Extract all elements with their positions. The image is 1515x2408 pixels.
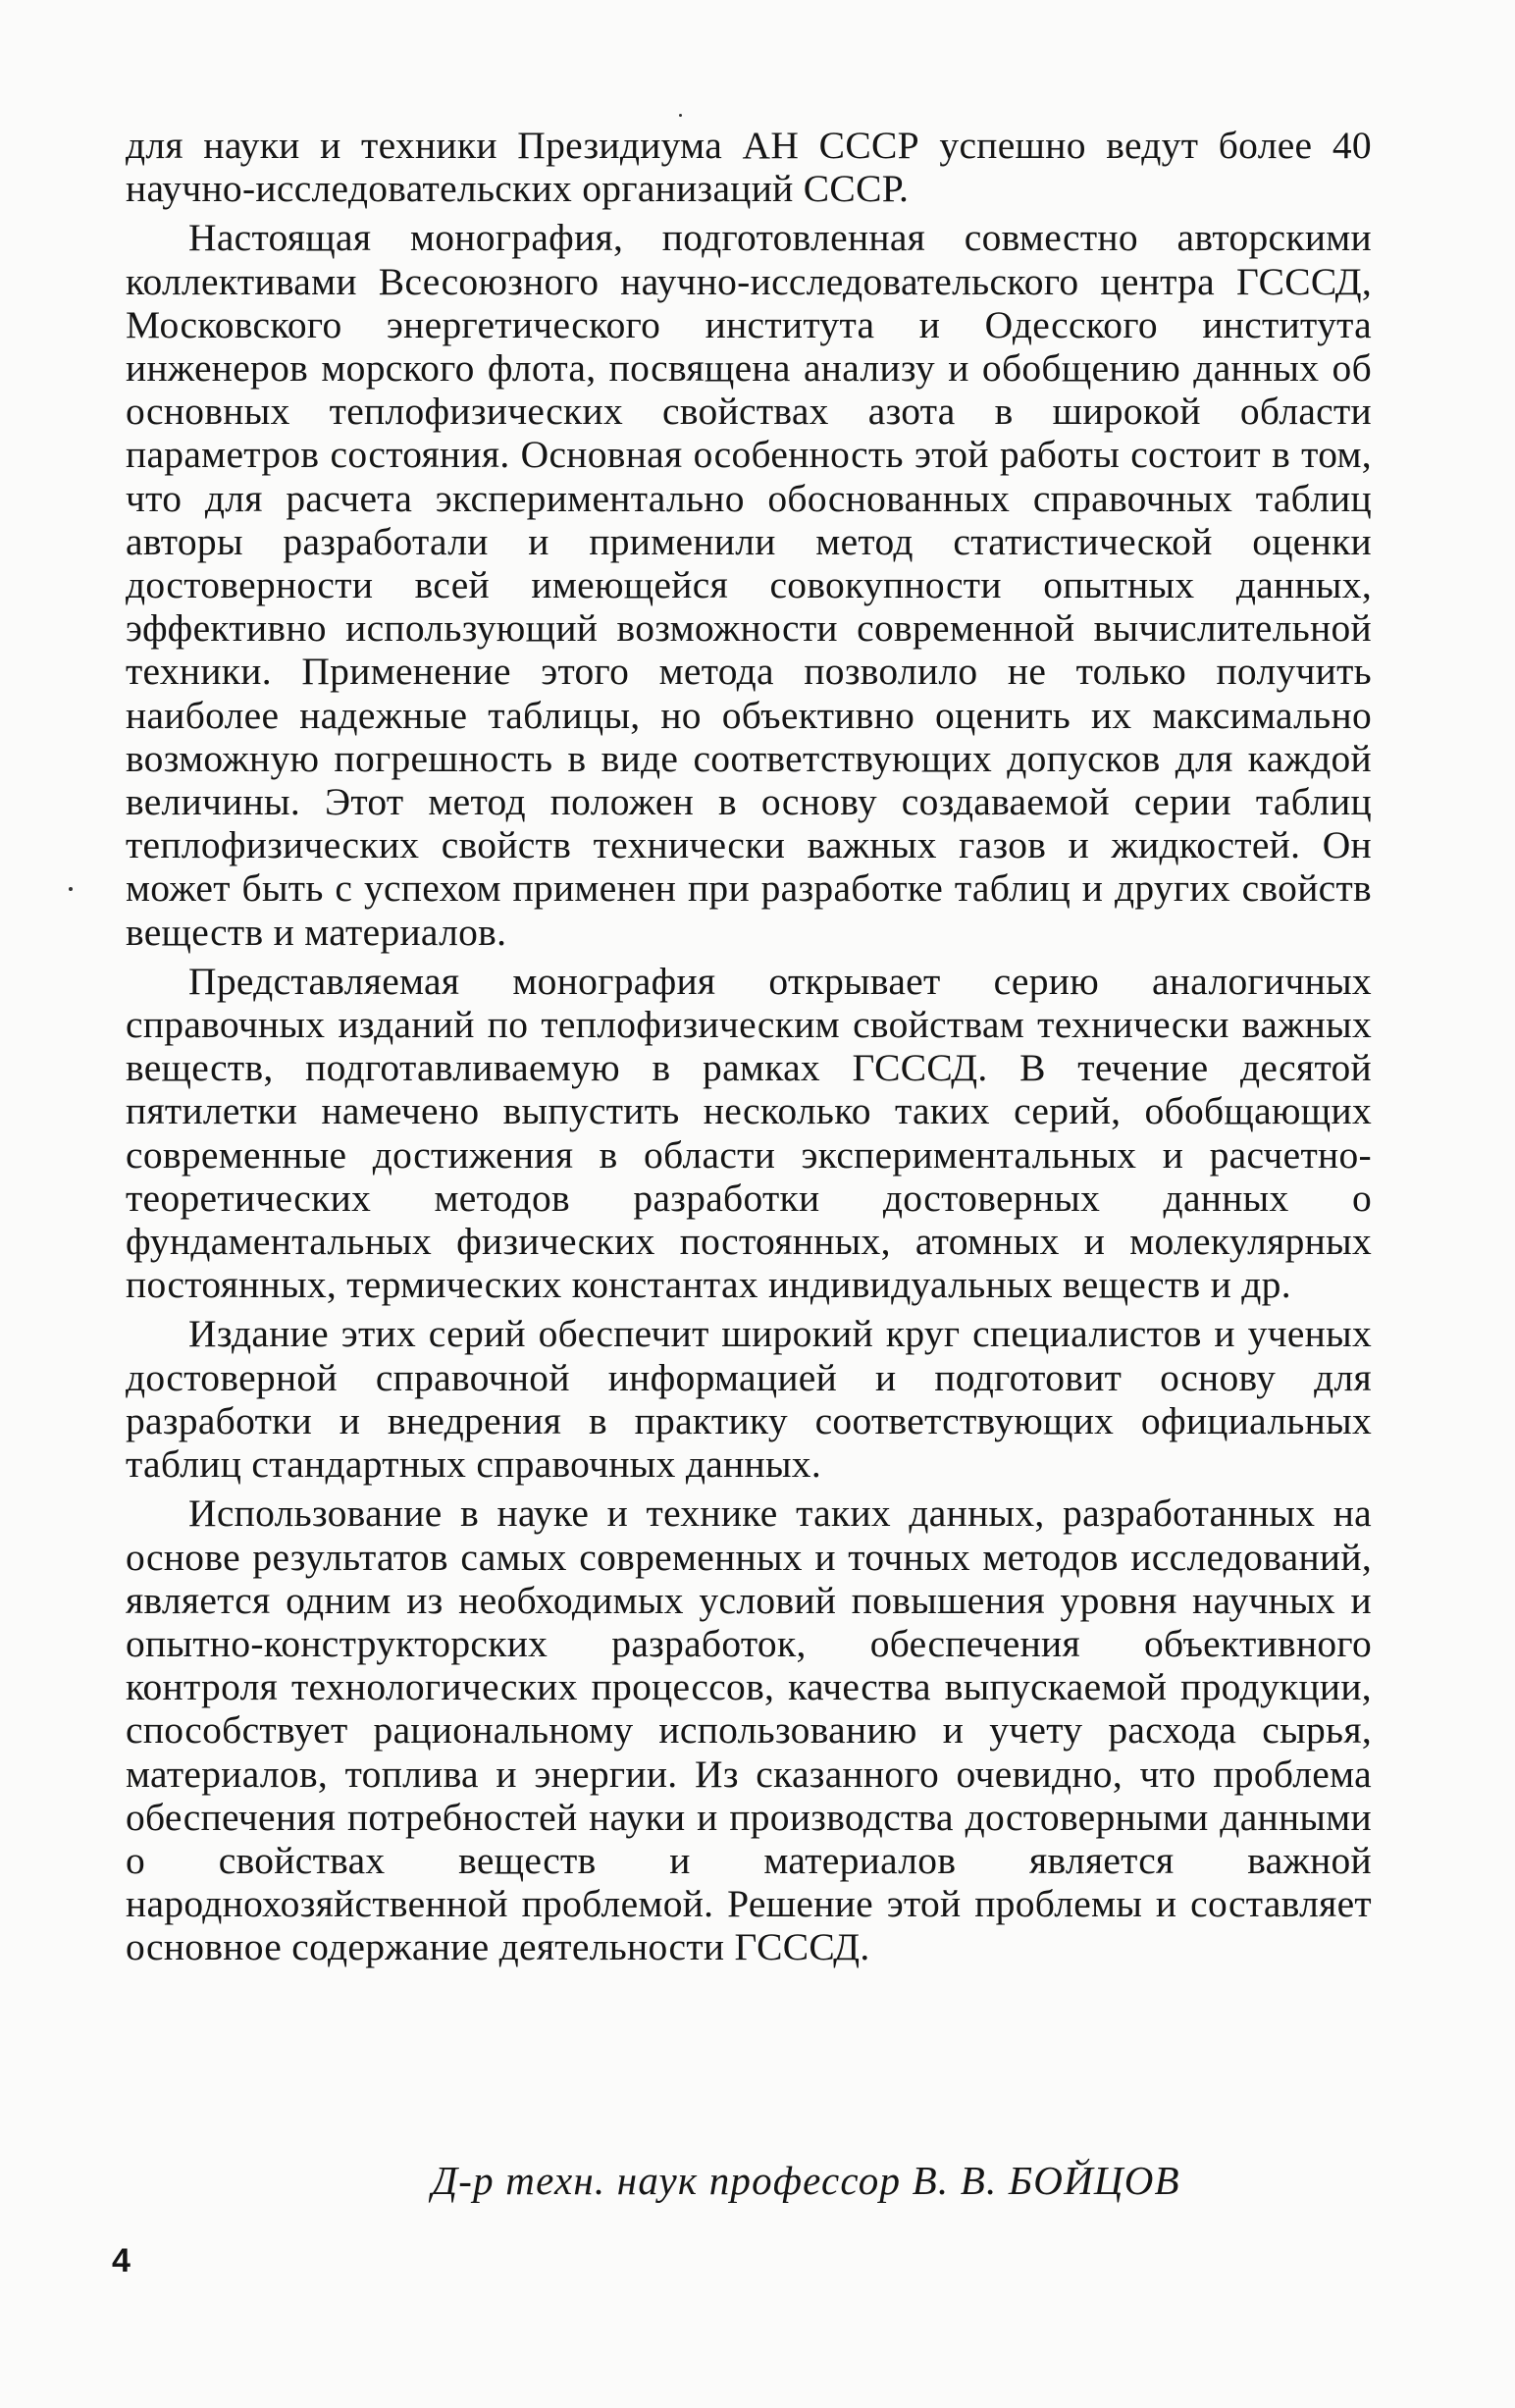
paragraph-monograph: Настоящая монография, подготовленная совместно авторскими коллективами Всесоюзного научно-исследовательского центра ГСССД, Московского энергетического института и Одесского института инженеров морского флота, посвящена анализу и обобщению данных об основных теплофизических свойствах азота в широкой области параметров состояния. Основная особенность этой работы состоит в том, что для расчета экспериментально обоснованных справочных таблиц авторы разработали и применили метод статистической оценки достоверности всей имеющейся совокупности опытных данных, эффективно использующий возможности современной вычислительной техники. Применение этого метода позволило не только получить наиболее надежные таблицы, но объективно оценить их максимально возможную погрешность в виде соответствующих допусков для каждой величины. Этот метод положен в основу создаваемой серии таблиц теплофизических свойств технически важных газов и жидкостей. Он может быть с успехом применен при разработке таблиц и других свойств веществ и материалов.: [126, 216, 1372, 954]
print-speck: [69, 887, 73, 891]
paragraph-publication: Издание этих серий обеспечит широкий круг специалистов и ученых достоверной справочной информацией и подготовит основу для разработки и внедрения в практику соответствующих официальных таблиц стандартных справочных данных.: [126, 1312, 1372, 1487]
page-number: 4: [112, 2242, 131, 2279]
paragraph-usage: Использование в науке и технике таких данных, разработанных на основе результатов самых современных и точных методов исследований, является одним из необходимых условий повышения уровня научных и опытно-конструкторских разработок, обеспечения объективного контроля технологических процессов, качества выпускаемой продукции, способствует рациональному использованию и учету расхода сырья, материалов, топлива и энергии. Из сказанного очевидно, что проблема обеспечения потребностей науки и производства достоверными данными о свойствах веществ и материалов является важной народнохозяйственной проблемой. Решение этой проблемы и составляет основное содержание деятельности ГСССД.: [126, 1492, 1372, 1969]
author-signature: Д-р техн. наук профессор В. В. БОЙЦОВ: [432, 2158, 1180, 2203]
print-speck: [679, 114, 682, 117]
paragraph-series: Представляемая монография открывает серию аналогичных справочных изданий по теплофизическим свойствам технически важных веществ, подготавливаемую в рамках ГСССД. В течение десятой пятилетки намечено выпустить несколько таких серий, обобщающих современные достижения в области экспериментальных и расчетно-теоретических методов разработки достоверных данных о фундаментальных физических постоянных, атомных и молекулярных постоянных, термических константах индивидуальных веществ и др.: [126, 959, 1372, 1307]
body-text: [126, 124, 1372, 1969]
paragraph-continuation: для науки и техники Президиума АН СССР успешно ведут более 40 научно-исследовательских организаций СССР.: [126, 124, 1372, 211]
